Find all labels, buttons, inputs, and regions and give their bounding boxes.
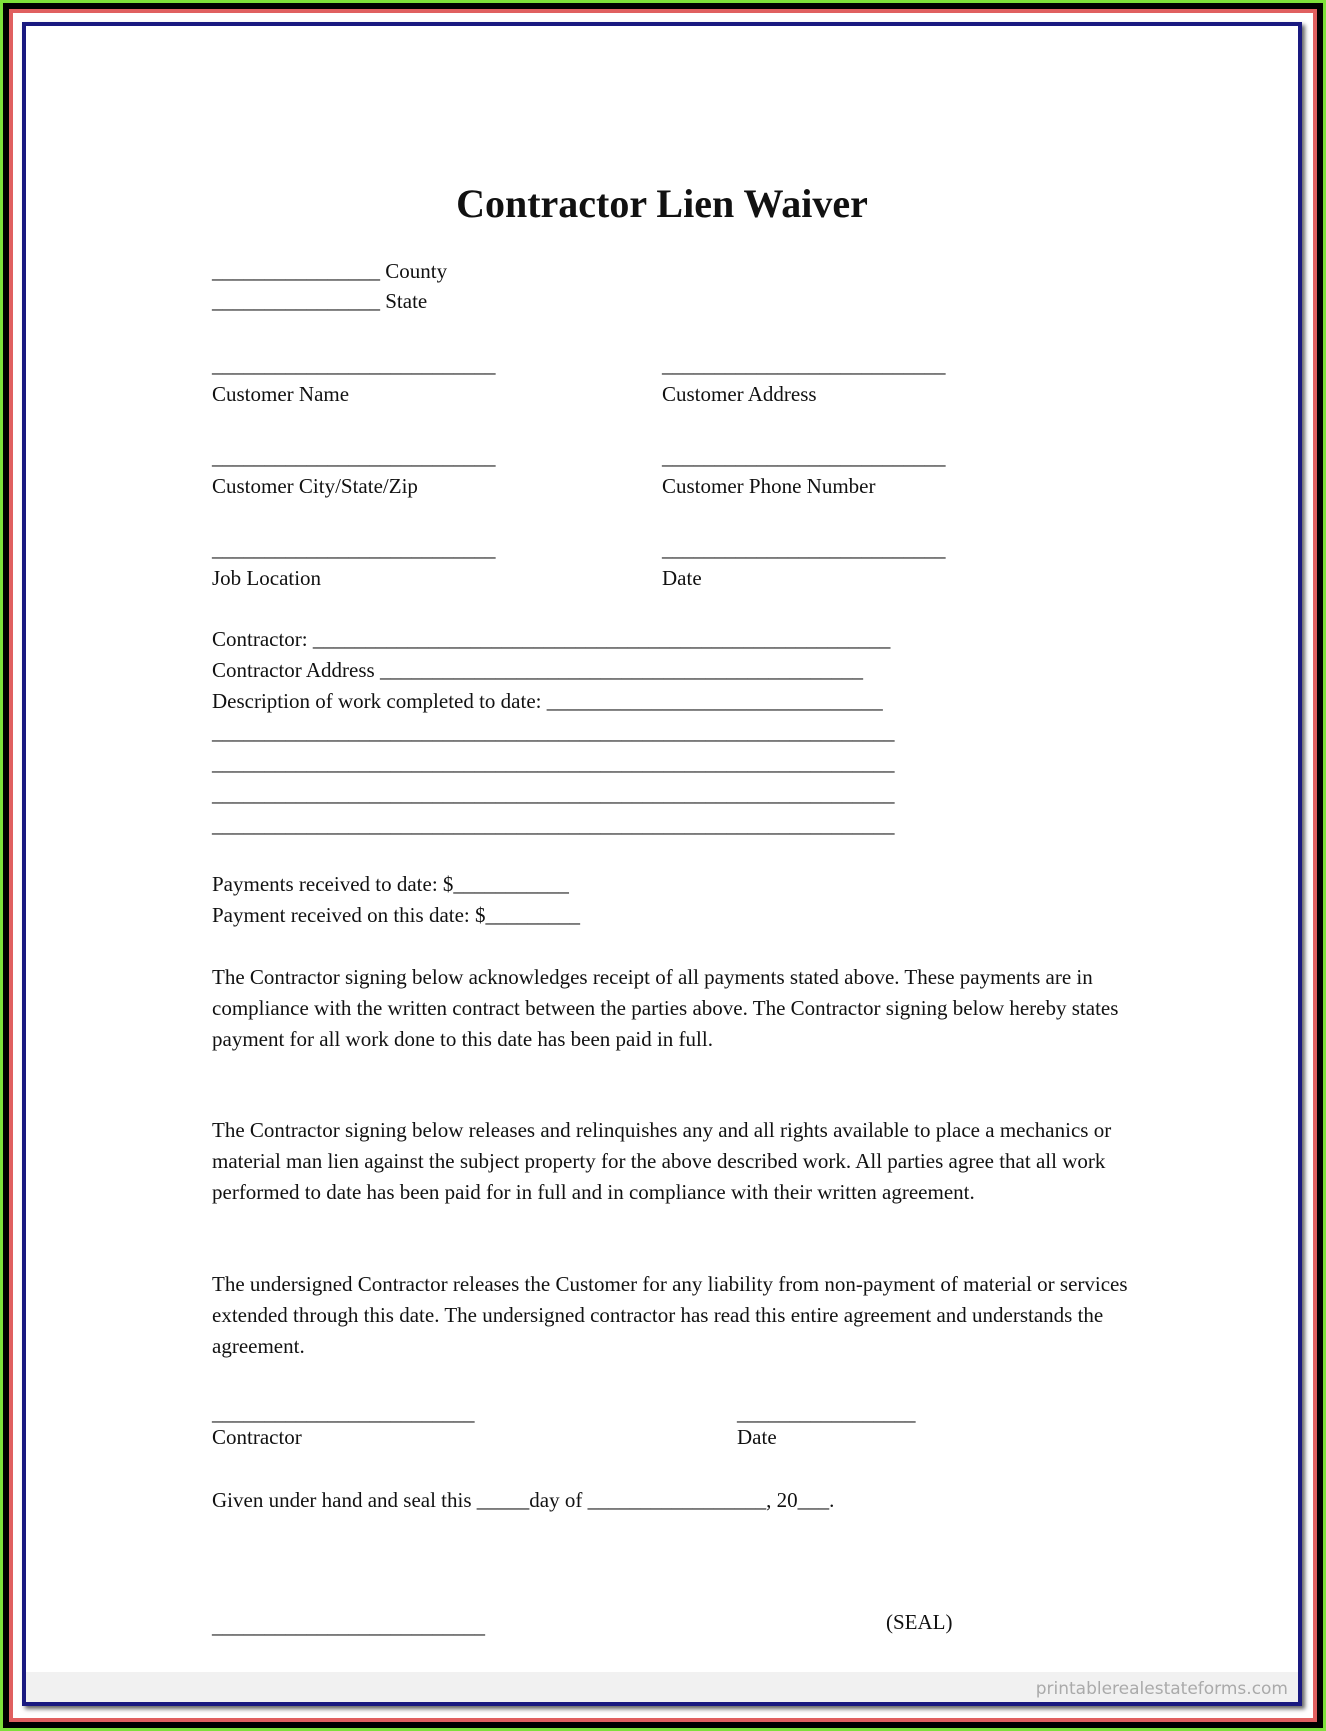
customer-name-line: ___________________________: [212, 353, 496, 377]
payments-to-date: Payments received to date: $___________: [212, 872, 569, 896]
description-line: _________________________________________________________________: [212, 813, 895, 837]
job-location-line: ___________________________: [212, 537, 496, 561]
date-label: Date: [662, 566, 702, 590]
customer-phone-label: Customer Phone Number: [662, 474, 876, 498]
seal-signature-line: __________________________: [212, 1614, 485, 1638]
footer-strip: [26, 1672, 1298, 1702]
job-location-label: Job Location: [212, 566, 322, 590]
contractor-field: Contractor: _______________________________________________________: [212, 627, 891, 651]
customer-phone-line: ___________________________: [662, 445, 946, 469]
document-title: Contractor Lien Waiver: [456, 181, 868, 226]
acknowledgement-paragraph: The Contractor signing below acknowledges receipt of all payments stated above. These payments are in compliance with the written contract between the parties above. The Contractor signing below hereby states payment for all work done to this date has been paid in full.: [212, 965, 1119, 1051]
description-line: _________________________________________________________________: [212, 751, 895, 775]
contractor-signature-label: Contractor: [212, 1425, 302, 1449]
liability-paragraph: The undersigned Contractor releases the Customer for any liability from non-payment of material or services extended through this date. The undersigned contractor has read this entire agreement and understands the agreement.: [212, 1272, 1128, 1358]
watermark: printablerealestateforms.com: [1035, 1679, 1288, 1699]
given-under-hand: Given under hand and seal this _____day of _________________, 20___.: [212, 1488, 835, 1512]
contractor-address-field: Contractor Address ______________________________________________: [212, 658, 863, 682]
customer-address-label: Customer Address: [662, 382, 817, 406]
signature-date-line: _________________: [737, 1401, 916, 1425]
state-field: ________________ State: [212, 289, 428, 313]
description-line: _________________________________________________________________: [212, 720, 895, 744]
contractor-signature-line: _________________________: [212, 1401, 475, 1425]
signature-date-label: Date: [737, 1425, 777, 1449]
description-field: Description of work completed to date: ________________________________: [212, 689, 883, 713]
county-field: ________________ County: [212, 259, 448, 283]
seal-label: (SEAL): [886, 1610, 953, 1634]
release-paragraph: The Contractor signing below releases and relinquishes any and all rights available to place a mechanics or material man lien against the subject property for the above described work. All parties agree that all work performed to date has been paid for in full and in compliance with their written agreement.: [212, 1118, 1112, 1204]
date-line: ___________________________: [662, 537, 946, 561]
customer-city-label: Customer City/State/Zip: [212, 474, 418, 498]
payment-this-date: Payment received on this date: $_________: [212, 903, 581, 927]
description-line: _________________________________________________________________: [212, 782, 895, 806]
customer-address-line: ___________________________: [662, 353, 946, 377]
customer-name-label: Customer Name: [212, 382, 350, 406]
customer-city-line: ___________________________: [212, 445, 496, 469]
